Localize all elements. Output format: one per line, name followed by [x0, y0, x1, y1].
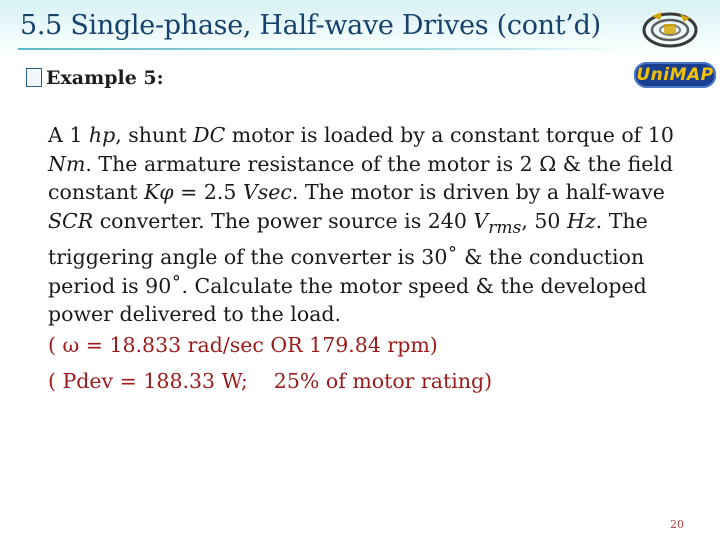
text-run: V	[473, 209, 489, 234]
text-run: Hz	[566, 209, 596, 234]
text-run: . The motor is driven by a half-wave	[291, 180, 665, 205]
text-run: constant	[48, 180, 144, 205]
swirl-logo-icon	[640, 6, 704, 54]
logo-area	[624, 0, 720, 96]
answer-speed: ( ω = 18.833 rad/sec OR 179.84 rpm)	[48, 333, 438, 358]
text-run: motor is loaded by a constant torque of 10	[225, 123, 674, 147]
problem-line: power delivered to the load.	[48, 302, 342, 327]
text-run: = 2.5	[173, 180, 243, 205]
text-run: converter. The power source is 240	[93, 209, 474, 234]
slide-title: 5.5 Single-phase, Half-wave Drives (cont’d)	[20, 10, 601, 41]
text-run: . The armature resistance of the motor is 2 Ω & the field	[85, 151, 674, 176]
example-heading-text: Example 5:	[46, 67, 164, 89]
text-run: DC	[193, 123, 226, 147]
text-run: , shunt	[115, 123, 194, 147]
title-underline	[18, 48, 618, 50]
text-run: hp	[88, 123, 116, 147]
text-run: Nm	[48, 151, 86, 176]
problem-statement	[48, 121, 688, 395]
problem-line	[48, 121, 688, 150]
bullet-icon	[26, 68, 42, 87]
answer-power	[48, 367, 688, 396]
problem-line	[48, 178, 688, 207]
problem-line	[48, 207, 688, 243]
text-run: , 50	[521, 209, 567, 234]
text-run: Kφ	[143, 180, 174, 205]
problem-line	[48, 150, 688, 179]
text-run: 25% of motor rating)	[273, 368, 493, 393]
page-number: 20	[670, 518, 684, 531]
text-run: ( Pdev = 188.33 W;	[48, 368, 248, 393]
text-run: rms	[488, 218, 522, 239]
unimap-logo: UniMAP	[634, 62, 716, 88]
problem-line: triggering angle of the converter is 30˚ & the conduction	[48, 244, 645, 269]
text-run: . The	[595, 209, 648, 234]
text-run: SCR	[48, 209, 94, 234]
text-run: A 1	[48, 123, 89, 147]
problem-line: period is 90˚. Calculate the motor speed & the developed	[48, 273, 647, 298]
text-run: Vsec	[242, 180, 292, 205]
example-heading	[26, 67, 164, 89]
